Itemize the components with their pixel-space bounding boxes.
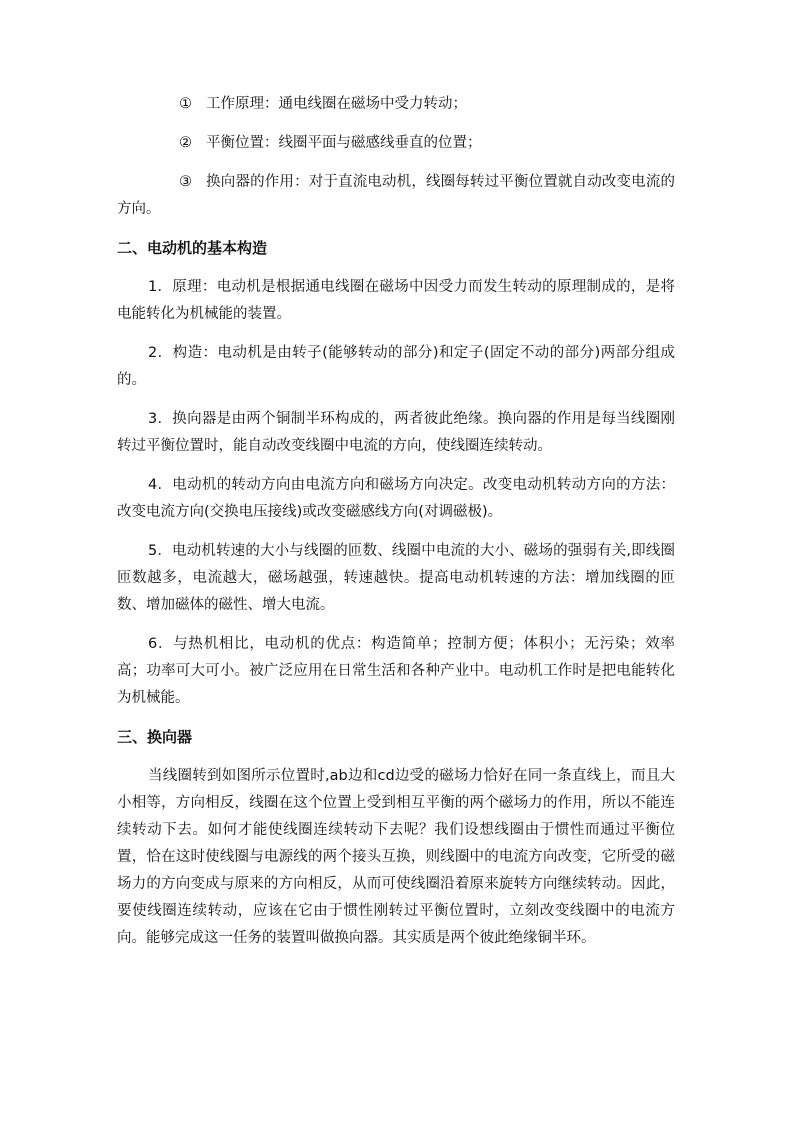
structure-item-5: 5．电动机转速的大小与线圈的匝数、线圈中电流的大小、磁场的强弱有关,即线圈匝数越多，电流越大，磁场越强，转速越快。提高电动机转速的方法：增加线圈的匝数、增加磁体的磁性、增大电流。 [117,543,675,613]
structure-item-4: 4．电动机的转动方向由电流方向和磁场方向决定。改变电动机转动方向的方法：改变电流方向(交换电压接线)或改变磁感线方向(对调磁极)。 [117,477,675,520]
structure-item-2: 2．构造：电动机是由转子(能够转动的部分)和定子(固定不动的部分)两部分组成的。 [117,345,675,388]
document-body [117,91,675,964]
principle-text-2: 平衡位置：线圈平面与磁感线垂直的位置； [206,135,482,151]
section-heading-commutator: 三、换向器 [117,728,193,746]
principle-text-3: 换向器的作用：对于直流电动机，线圈每转过平衡位置就自动改变电流的方向。 [117,174,675,217]
section-heading-basic-structure: 二、电动机的基本构造 [117,239,268,257]
structure-item-1: 1．原理：电动机是根据通电线圈在磁场中因受力而发生转动的原理制成的，是将电能转化为机械能的装置。 [117,279,675,322]
structure-item-3: 3．换向器是由两个铜制半环构成的，两者彼此绝缘。换向器的作用是每当线圈刚转过平衡位置时，能自动改变线圈中电流的方向，使线圈连续转动。 [117,411,675,454]
circled-number-1: ① [179,96,192,112]
principle-item-2 [117,130,675,157]
circled-number-2: ② [179,135,192,151]
principle-item-3 [117,169,675,223]
structure-item-6: 6．与热机相比，电动机的优点：构造简单；控制方便；体积小；无污染；效率高；功率可大可小。被广泛应用在日常生活和各种产业中。电动机工作时是把电能转化为机械能。 [117,636,675,706]
principle-item-1 [117,91,675,118]
circled-number-3: ③ [179,174,192,190]
principle-text-1: 工作原理：通电线圈在磁场中受力转动； [206,96,467,112]
commutator-paragraph: 当线圈转到如图所示位置时,ab边和cd边受的磁场力恰好在同一条直线上，而且大小相等，方向相反，线圈在这个位置上受到相互平衡的两个磁场力的作用，所以不能连续转动下去。如何才能使线圈连续转动下去呢？我们设想线圈由于惯性而通过平衡位置，恰在这时使线圈与电源线的两个接头互换，则线圈中的电流方向改变，它所受的磁场力的方向变成与原来的方向相反，从而可使线圈沿着原来旋转方向继续转动。因此，要使线圈连续转动，应该在它由于惯性刚转过平衡位置时，立刻改变线圈中的电流方向。能够完成这一任务的装置叫做换向器。其实质是两个彼此绝缘铜半环。 [117,768,675,946]
